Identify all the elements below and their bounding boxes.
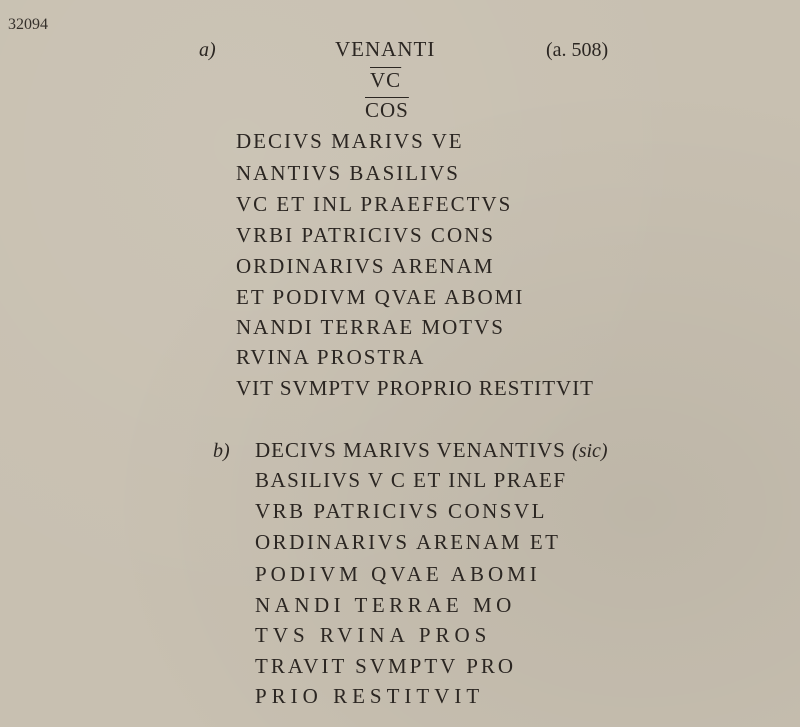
- section-a-line-6: ET PODIVM QVAE ABOMI: [236, 285, 525, 309]
- section-b-line-7: TVS RVINA PROS: [255, 623, 492, 647]
- section-b-label: b): [213, 440, 230, 462]
- section-b-line-1: [255, 440, 608, 461]
- page-number: 32094: [8, 16, 48, 33]
- section-a-line-8: RVINA PROSTRA: [236, 345, 426, 369]
- section-a-label: a): [199, 39, 216, 61]
- section-b-line-5: PODIVM QVAE ABOMI: [255, 562, 541, 586]
- section-b-line-6: NANDI TERRAE MO: [255, 593, 516, 617]
- section-a-cos: $\overline{COS}$: [365, 98, 409, 122]
- section-b-line-4: ORDINARIVS ARENAM ET: [255, 530, 561, 554]
- section-a-line-4: VRBI PATRICIVS CONS: [236, 223, 495, 247]
- section-b-line-9: PRIO RESTITVIT: [255, 684, 485, 708]
- section-a-line-9: VIT SVMPTV PROPRIO RESTITVIT: [236, 376, 595, 400]
- section-b-line-3: VRB PATRICIVS CONSVL: [255, 499, 547, 523]
- section-a-heading: VENANTI: [335, 37, 436, 61]
- section-a-line-3: VC ET INL PRAEFECTVS: [236, 192, 513, 216]
- section-a-date: (a. 508): [546, 39, 609, 61]
- section-b-line-2: BASILIVS V C ET INL PRAEF: [255, 468, 567, 492]
- section-b-line-1-text: DECIVS MARIVS VENANTIVS: [255, 438, 566, 462]
- section-a-line-5: ORDINARIVS ARENAM: [236, 254, 495, 278]
- section-a-vc: $\overline{VC}$: [370, 68, 402, 92]
- section-a-line-7: NANDI TERRAE MOTVS: [236, 315, 505, 339]
- section-a-line-2: NANTIVS BASILIVS: [236, 161, 460, 185]
- section-b-line-8: TRAVIT SVMPTV PRO: [255, 654, 517, 678]
- section-a-line-1: DECIVS MARIVS VE: [236, 129, 464, 153]
- section-b-sic: (sic): [572, 440, 608, 462]
